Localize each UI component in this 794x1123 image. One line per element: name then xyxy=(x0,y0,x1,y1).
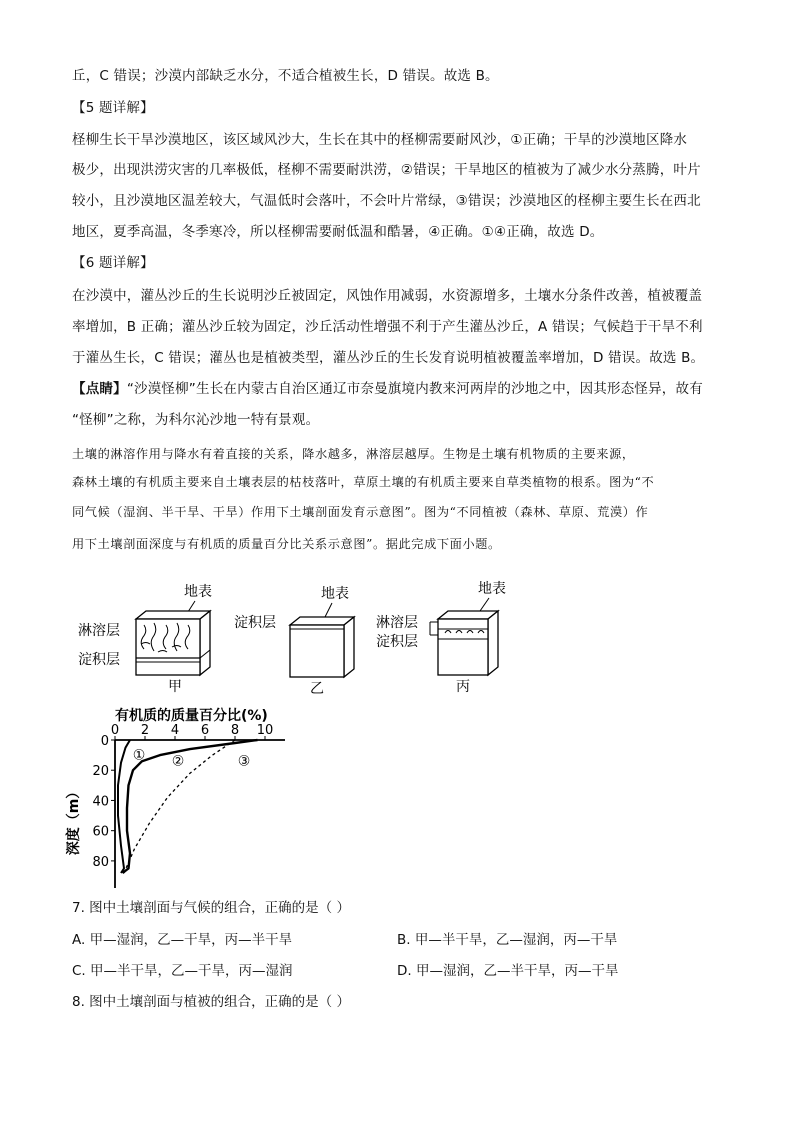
q5-line: 极少，出现洪涝灾害的几率极低，柽柳不需要耐洪涝，②错误；干旱地区的植被为了减少水分蒸腾，叶片 xyxy=(72,162,701,178)
profile-yi-name: 乙 xyxy=(310,681,324,697)
q7-option-c[interactable]: C. 甲—半干旱，乙—干旱，丙—湿润 xyxy=(72,963,293,979)
dianjing-label: 【点睛】 xyxy=(72,381,127,397)
profile-bing xyxy=(376,580,506,695)
q5-line: 地区，夏季高温，冬季寒冷，所以柽柳需要耐低温和酷暑，④正确。①④正确，故选 D。 xyxy=(72,224,604,240)
x-tick-label: 2 xyxy=(140,723,150,738)
q7-stem: 7. 图中土壤剖面与气候的组合，正确的是（ ） xyxy=(72,900,350,916)
q7-option-d[interactable]: D. 甲—湿润，乙—半干旱，丙—干旱 xyxy=(397,963,619,979)
profile-yi-top: 地表 xyxy=(321,586,349,602)
soil-profile-diagrams xyxy=(70,575,530,700)
intro-line: 土壤的淋溶作用与降水有着直接的关系，降水越多，淋溶层越厚。生物是土壤有机物质的主要来源， xyxy=(72,447,635,461)
x-tick-label: 4 xyxy=(170,723,180,738)
profile-jia-layer: 淋溶层 xyxy=(78,623,120,639)
profile-yi xyxy=(234,585,354,697)
profile-jia-top: 地表 xyxy=(184,584,212,600)
q5-header: 【5 题详解】 xyxy=(72,100,154,116)
dianjing-line: “沙漠怪柳”生长在内蒙古自治区通辽市奈曼旗境内教来河两岸的沙地之中，因其形态怪异，故有 xyxy=(126,381,703,397)
q6-header: 【6 题详解】 xyxy=(72,255,154,271)
x-tick-label: 10 xyxy=(256,723,274,738)
dianjing-line: “怪柳”之称，为科尔沁沙地一特有景观。 xyxy=(72,412,320,428)
organic-matter-depth-chart xyxy=(60,700,310,895)
intro-line: 同气候（湿润、半干旱、干旱）作用下土壤剖面发育示意图”。图为“不同植被（森林、草原、荒漠）作 xyxy=(72,505,649,519)
q7-option-a[interactable]: A. 甲—湿润，乙—干旱，丙—半干旱 xyxy=(72,932,293,948)
intro-line: 用下土壤剖面深度与有机质的质量百分比关系示意图”。据此完成下面小题。 xyxy=(72,537,501,551)
x-tick-label: 6 xyxy=(200,723,210,738)
q6-line: 于灌丛生长，C 错误；灌丛也是植被类型，灌丛沙丘的生长发育说明植被覆盖率增加，D 错误。故选 B。 xyxy=(72,350,705,366)
profile-bing-top: 地表 xyxy=(478,581,506,597)
series-label: ① xyxy=(132,747,146,764)
answer-continuation: 丘，C 错误；沙漠内部缺乏水分，不适合植被生长，D 错误。故选 B。 xyxy=(72,68,499,84)
x-tick-label: 0 xyxy=(110,723,120,738)
profile-bing-layer: 淀积层 xyxy=(376,634,418,650)
profile-jia-layer: 淀积层 xyxy=(78,652,120,668)
profile-jia xyxy=(78,583,212,695)
series-label: ② xyxy=(171,753,185,770)
profile-bing-layer: 淋溶层 xyxy=(376,615,418,631)
y-tick-label: 20 xyxy=(92,764,109,780)
intro-line: 森林土壤的有机质主要来自土壤表层的枯枝落叶，草原土壤的有机质主要来自草类植物的根系。图为“不 xyxy=(72,475,655,489)
q6-line: 率增加，B 正确；灌丛沙丘较为固定，沙丘活动性增强不利于产生灌丛沙丘，A 错误；气候趋于干旱不利 xyxy=(72,319,703,335)
dianjing xyxy=(72,379,703,399)
y-tick-label: 0 xyxy=(100,734,109,749)
q5-line: 较小，且沙漠地区温差较大，气温低时会落叶，不会叶片常绿，③错误；沙漠地区的柽柳主要生长在西北 xyxy=(72,193,701,209)
x-tick-label: 8 xyxy=(230,723,240,738)
y-tick-label: 80 xyxy=(92,854,109,870)
q5-line: 柽柳生长干旱沙漠地区，该区域风沙大，生长在其中的柽柳需要耐风沙，①正确；干旱的沙漠地区降水 xyxy=(72,132,688,148)
chart-y-axis-label: 深度（m） xyxy=(66,784,82,856)
q6-line: 在沙漠中，灌丛沙丘的生长说明沙丘被固定，风蚀作用减弱，水资源增多，土壤水分条件改善，植被覆盖 xyxy=(72,288,703,304)
profile-jia-name: 甲 xyxy=(168,679,182,695)
chart-title: 有机质的质量百分比(%) xyxy=(115,708,268,724)
profile-yi-layer: 淀积层 xyxy=(234,615,276,631)
y-tick-label: 60 xyxy=(92,824,109,840)
q7-option-b[interactable]: B. 甲—半干旱，乙—湿润，丙—干旱 xyxy=(397,932,618,948)
profile-bing-name: 丙 xyxy=(456,679,470,695)
y-tick-label: 40 xyxy=(92,794,109,810)
series-label: ③ xyxy=(237,753,251,770)
q8-stem: 8. 图中土壤剖面与植被的组合，正确的是（ ） xyxy=(72,994,350,1010)
